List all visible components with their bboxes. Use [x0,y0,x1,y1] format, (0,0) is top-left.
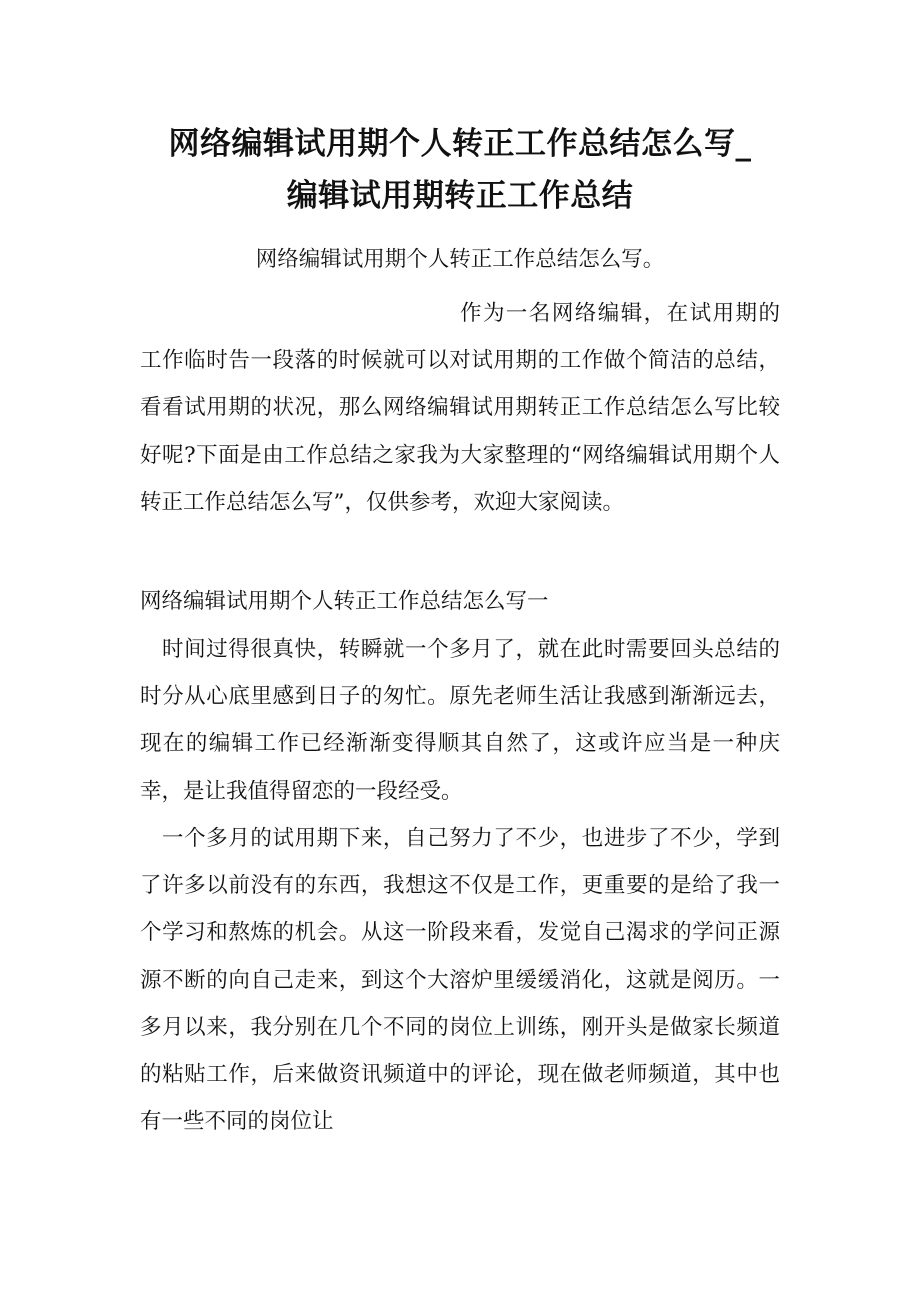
title-line-1: 网络编辑试用期个人转正工作总结怎么写_ [168,126,752,162]
document-title [140,118,780,222]
title-line-2: 编辑试用期转正工作总结 [286,178,634,214]
body-paragraph-2: 时间过得很真快，转瞬就一个多月了，就在此时需要回头总结的时分从心底里感到日子的匆忙。原先老师生活让我感到渐渐远去，现在的编辑工作已经渐渐变得顺其自然了，这或许应当是一种庆幸，是让我值得留恋的一段经受。 [140,637,780,804]
intro-paragraph: 作为一名网络编辑，在试用期的工作临时告一段落的时候就可以对试用期的工作做个简洁的总结，看看试用期的状况，那么网络编辑试用期转正工作总结怎么写比较好呢?下面是由工作总结之家我为大家整理的“网络编辑试用期个人转正工作总结怎么写”，仅供参考，欢迎大家阅读。 [140,301,780,515]
section-heading: 网络编辑试用期个人转正工作总结怎么写一 [140,589,549,614]
body-paragraph-3: 一个多月的试用期下来，自己努力了不少，也进步了不少，学到了许多以前没有的东西，我想这不仅是工作，更重要的是给了我一个学习和熬炼的机会。从这一阶段来看，发觉自己渴求的学问正源源不断的向自己走来，到这个大溶炉里缓缓消化，这就是阅历。一多月以来，我分别在几个不同的岗位上训练，刚开头是做家长频道的粘贴工作，后来做资讯频道中的评论，现在做老师频道，其中也有一些不同的岗位让 [140,826,780,1135]
document-subtitle: 网络编辑试用期个人转正工作总结怎么写。 [255,247,665,272]
